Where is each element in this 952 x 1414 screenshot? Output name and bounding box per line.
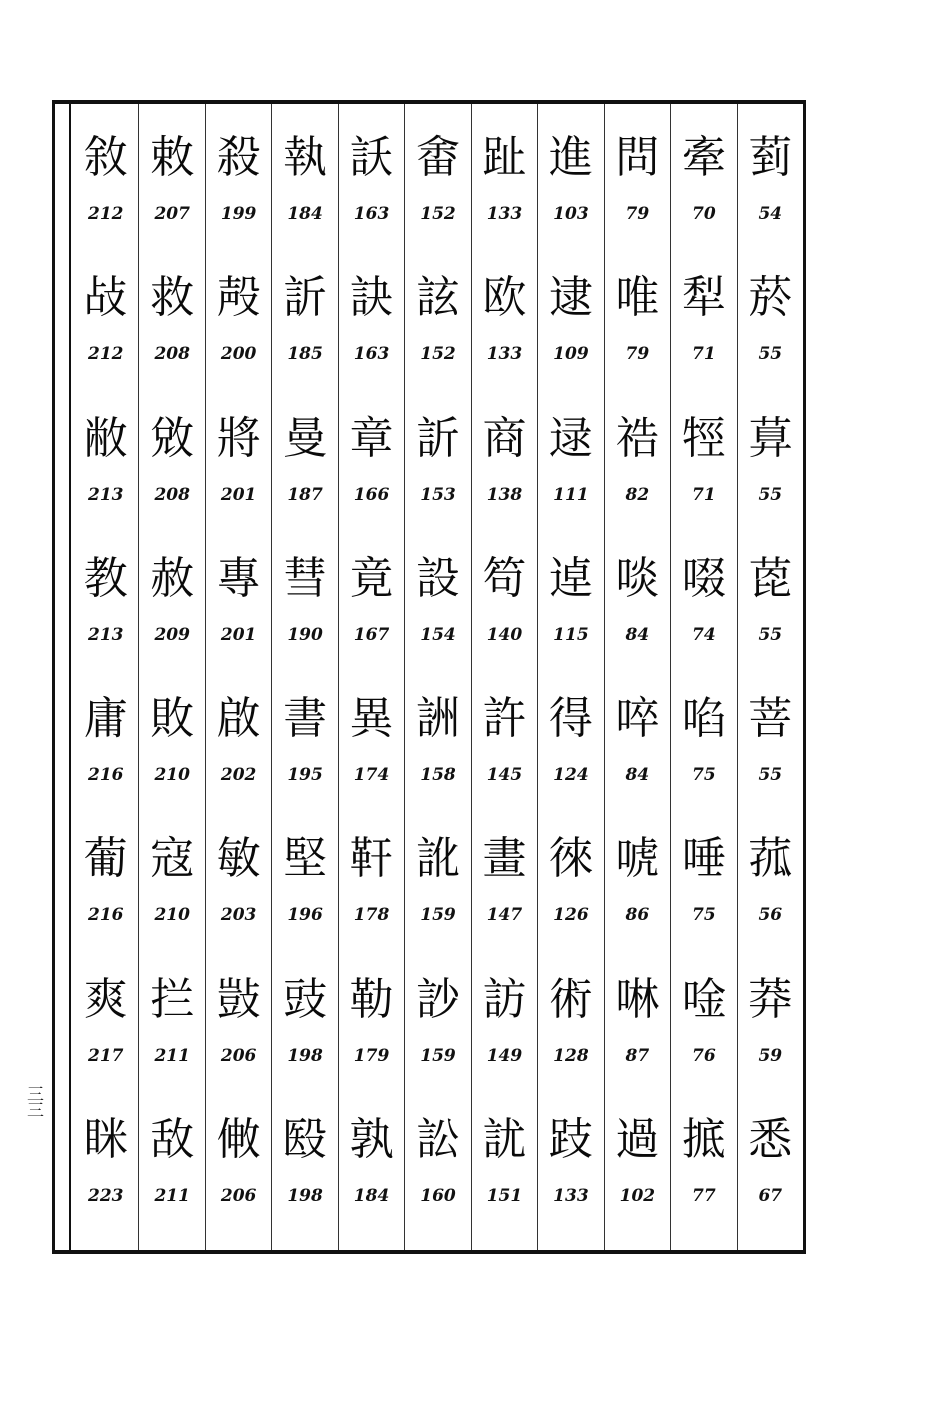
entry-character: 菩 [748, 693, 793, 744]
index-entry [206, 1110, 271, 1250]
entry-page-number: 154 [420, 624, 456, 645]
entry-page-number: 201 [220, 624, 257, 645]
index-entry [738, 268, 803, 408]
entry-character: 得 [548, 693, 593, 744]
index-entry [139, 409, 204, 549]
entry-character: 詃 [416, 272, 460, 324]
entry-page-number: 206 [220, 1045, 257, 1066]
index-column [138, 104, 204, 1250]
entry-page-number: 213 [87, 484, 124, 505]
index-entry [738, 970, 803, 1110]
page-number: 三三 [23, 1085, 43, 1117]
index-entry [538, 268, 603, 408]
index-column [338, 104, 404, 1250]
entry-page-number: 184 [287, 204, 323, 224]
index-entry [206, 128, 271, 268]
entry-page-number: 152 [420, 204, 456, 224]
index-column [205, 104, 271, 1250]
index-entry [738, 689, 803, 829]
entry-page-number: 102 [619, 1185, 656, 1206]
index-entry [538, 128, 603, 268]
index-entry [605, 1110, 670, 1250]
entry-page-number: 86 [625, 905, 650, 926]
entry-character: 術 [548, 973, 593, 1025]
index-entry [206, 829, 271, 969]
entry-page-number: 133 [553, 1185, 589, 1206]
index-entry [472, 689, 537, 829]
entry-character: 敱 [216, 973, 261, 1025]
entry-page-number: 54 [758, 204, 783, 224]
entry-character: 敕 [150, 132, 195, 183]
entry-character: 逮 [548, 272, 593, 324]
index-entry [472, 829, 537, 969]
entry-character: 將 [216, 412, 261, 464]
index-entry [605, 268, 670, 408]
index-column [537, 104, 603, 1250]
index-entry [405, 970, 470, 1110]
index-entry [139, 549, 204, 689]
index-entry [339, 689, 404, 829]
entry-page-number: 74 [691, 624, 716, 645]
entry-character: 啜 [681, 552, 726, 604]
index-table-frame [52, 100, 806, 1254]
entry-character: 庸 [83, 693, 128, 744]
entry-character: 畬 [416, 132, 460, 183]
index-entry [738, 1110, 803, 1250]
index-entry [339, 268, 404, 408]
index-entry [605, 409, 670, 549]
entry-page-number: 211 [154, 1045, 190, 1066]
entry-page-number: 211 [154, 1185, 190, 1206]
index-entry [472, 268, 537, 408]
index-entry [272, 128, 337, 268]
entry-character: 靬 [349, 833, 394, 885]
index-entry [671, 128, 736, 268]
entry-page-number: 103 [553, 204, 589, 224]
index-entry [605, 128, 670, 268]
entry-page-number: 202 [220, 765, 257, 785]
entry-page-number: 198 [287, 1185, 323, 1206]
entry-character: 牼 [681, 412, 726, 464]
index-entry [472, 970, 537, 1110]
entry-page-number: 70 [691, 204, 716, 224]
entry-page-number: 55 [758, 624, 783, 645]
entry-page-number: 138 [486, 484, 523, 505]
index-entry [538, 409, 603, 549]
entry-page-number: 133 [486, 204, 523, 224]
entry-character: 執 [283, 132, 328, 183]
index-entry [339, 829, 404, 969]
entry-page-number: 167 [353, 624, 390, 645]
index-entry [405, 829, 470, 969]
entry-page-number: 212 [87, 204, 124, 224]
index-entry [206, 689, 271, 829]
entry-page-number: 115 [553, 624, 589, 645]
index-entry [206, 549, 271, 689]
entry-character: 竟 [349, 552, 394, 604]
index-entry [73, 1110, 138, 1250]
entry-character: 欧 [482, 272, 527, 324]
entry-character: 商 [482, 412, 527, 464]
entry-character: 菰 [748, 833, 793, 885]
entry-character: 赦 [150, 552, 195, 604]
index-entry [272, 549, 337, 689]
entry-character: 笱 [482, 552, 527, 604]
index-entry [738, 409, 803, 549]
entry-page-number: 55 [758, 344, 783, 365]
entry-character: 問 [615, 132, 660, 183]
index-entry [272, 1110, 337, 1250]
entry-page-number: 67 [758, 1185, 783, 1206]
entry-character: 訟 [416, 1113, 460, 1165]
entry-page-number: 208 [154, 484, 190, 505]
entry-character: 豉 [283, 973, 328, 1025]
entry-page-number: 163 [353, 204, 390, 224]
entry-character: 啉 [615, 973, 660, 1025]
entry-character: 敓 [150, 412, 195, 464]
index-entry [671, 829, 736, 969]
index-entry [538, 1110, 603, 1250]
index-entry [671, 970, 736, 1110]
index-entry [472, 549, 537, 689]
entry-page-number: 217 [87, 1045, 124, 1066]
entry-page-number: 158 [420, 765, 456, 785]
entry-character: 訢 [283, 272, 328, 324]
index-entry [671, 268, 736, 408]
entry-character: 掋 [681, 1113, 726, 1165]
entry-character: 爽 [83, 973, 128, 1025]
entry-character: 逯 [548, 412, 593, 464]
entry-character: 趾 [482, 132, 527, 183]
entry-page-number: 206 [220, 1185, 257, 1206]
entry-character: 訬 [416, 973, 460, 1025]
entry-page-number: 210 [154, 905, 190, 926]
entry-page-number: 166 [353, 484, 390, 505]
entry-page-number: 210 [154, 765, 190, 785]
entry-page-number: 159 [420, 905, 456, 926]
entry-page-number: 133 [486, 344, 523, 365]
entry-page-number: 76 [691, 1045, 716, 1066]
entry-page-number: 174 [353, 765, 390, 785]
entry-page-number: 140 [486, 624, 523, 645]
entry-page-number: 152 [420, 344, 456, 365]
entry-page-number: 212 [87, 344, 124, 365]
entry-character: 敒 [216, 1113, 261, 1165]
entry-page-number: 195 [287, 765, 323, 785]
entry-page-number: 77 [691, 1185, 716, 1206]
index-entry [73, 268, 138, 408]
entry-page-number: 207 [154, 204, 190, 224]
entry-character: 詶 [416, 693, 460, 744]
entry-character: 啐 [615, 693, 660, 744]
entry-character: 敝 [83, 412, 128, 464]
index-entry [538, 689, 603, 829]
index-entry [139, 689, 204, 829]
entry-page-number: 151 [486, 1185, 523, 1206]
entry-page-number: 185 [287, 344, 323, 365]
index-entry [272, 829, 337, 969]
index-entry [405, 549, 470, 689]
index-entry [272, 689, 337, 829]
entry-page-number: 87 [625, 1045, 650, 1066]
entry-character: 萞 [748, 552, 793, 604]
entry-character: 異 [349, 693, 394, 744]
entry-page-number: 208 [154, 344, 190, 365]
entry-character: 專 [216, 552, 261, 604]
index-entry [538, 970, 603, 1110]
entry-character: 萛 [748, 412, 793, 464]
index-entry [272, 409, 337, 549]
index-entry [671, 689, 736, 829]
entry-page-number: 79 [625, 344, 650, 365]
entry-character: 犁 [681, 272, 726, 324]
index-entry [738, 549, 803, 689]
index-entry [139, 1110, 204, 1250]
index-column [670, 104, 736, 1250]
entry-page-number: 198 [287, 1045, 323, 1066]
entry-character: 跂 [548, 1113, 593, 1165]
index-entry [472, 128, 537, 268]
entry-character: 寇 [150, 833, 195, 885]
entry-page-number: 55 [758, 765, 783, 785]
index-entry [139, 128, 204, 268]
index-entry [73, 549, 138, 689]
index-entry [405, 1110, 470, 1250]
entry-page-number: 203 [220, 905, 257, 926]
entry-page-number: 159 [420, 1045, 456, 1066]
entry-page-number: 75 [691, 905, 716, 926]
index-entry [339, 1110, 404, 1250]
index-entry [538, 829, 603, 969]
entry-character: 葡 [83, 833, 128, 885]
index-entry [738, 829, 803, 969]
index-entry [73, 829, 138, 969]
index-column [471, 104, 537, 1250]
entry-character: 孰 [349, 1113, 394, 1165]
index-entry [605, 549, 670, 689]
index-entry [405, 689, 470, 829]
entry-page-number: 200 [220, 344, 257, 365]
index-entry [405, 128, 470, 268]
index-entry [206, 970, 271, 1110]
entry-page-number: 190 [287, 624, 323, 645]
index-column [404, 104, 470, 1250]
index-entry [206, 409, 271, 549]
entry-page-number: 71 [691, 484, 716, 505]
index-entry [472, 1110, 537, 1250]
entry-page-number: 209 [154, 624, 190, 645]
entry-page-number: 59 [758, 1045, 783, 1066]
entry-character: 過 [615, 1113, 660, 1165]
entry-character: 拦 [150, 973, 195, 1025]
entry-page-number: 84 [625, 624, 650, 645]
entry-character: 唾 [681, 833, 726, 885]
index-column [73, 104, 138, 1250]
entry-character: 殺 [216, 132, 261, 183]
entry-page-number: 84 [625, 765, 650, 785]
entry-page-number: 109 [553, 344, 589, 365]
entry-character: 祰 [615, 412, 660, 464]
index-entry [73, 128, 138, 268]
index-entry [671, 549, 736, 689]
entry-character: 堅 [283, 833, 328, 885]
entry-page-number: 153 [420, 484, 456, 505]
entry-character: 唫 [681, 973, 726, 1025]
index-entry [671, 1110, 736, 1250]
index-entry [139, 829, 204, 969]
index-entry [339, 970, 404, 1110]
entry-character: 眯 [83, 1113, 128, 1165]
entry-page-number: 71 [691, 344, 716, 365]
entry-character: 教 [83, 552, 128, 604]
entry-character: 訣 [349, 272, 394, 324]
index-entry [738, 128, 803, 268]
index-entry [139, 970, 204, 1110]
index-entry [339, 128, 404, 268]
entry-character: 許 [482, 693, 527, 744]
entry-page-number: 56 [758, 905, 783, 926]
entry-character: 殹 [283, 1113, 328, 1165]
entry-page-number: 213 [87, 624, 124, 645]
entry-character: 敗 [150, 693, 195, 744]
entry-character: 敏 [216, 833, 261, 885]
entry-character: 莽 [748, 973, 793, 1025]
entry-page-number: 179 [353, 1045, 390, 1066]
entry-character: 設 [416, 552, 460, 604]
index-entry [73, 970, 138, 1110]
entry-page-number: 199 [220, 204, 257, 224]
entry-page-number: 187 [287, 484, 323, 505]
entry-character: 書 [283, 693, 328, 744]
entry-character: 訪 [482, 973, 527, 1025]
entry-character: 訛 [416, 833, 460, 885]
entry-page-number: 124 [553, 765, 589, 785]
entry-page-number: 160 [420, 1185, 456, 1206]
index-entry [605, 689, 670, 829]
entry-page-number: 126 [553, 905, 589, 926]
entry-page-number: 196 [287, 905, 323, 926]
entry-page-number: 216 [87, 905, 124, 926]
entry-page-number: 128 [553, 1045, 589, 1066]
index-entry [472, 409, 537, 549]
entry-character: 唯 [615, 272, 660, 324]
entry-page-number: 111 [553, 484, 589, 505]
entry-character: 啖 [615, 552, 660, 604]
entry-page-number: 223 [87, 1185, 124, 1206]
entry-page-number: 184 [353, 1185, 390, 1206]
index-entry [405, 409, 470, 549]
entry-page-number: 75 [691, 765, 716, 785]
entry-character: 救 [150, 272, 195, 324]
entry-character: 訢 [416, 412, 460, 464]
entry-character: 唬 [615, 833, 660, 885]
entry-character: 畫 [482, 833, 527, 885]
index-entry [605, 829, 670, 969]
index-entry [339, 409, 404, 549]
index-column [604, 104, 670, 1250]
index-entry [73, 409, 138, 549]
entry-page-number: 79 [625, 204, 650, 224]
index-column [271, 104, 337, 1250]
entry-character: 菸 [748, 272, 793, 324]
inner-border-rule [69, 104, 71, 1250]
entry-character: 訧 [482, 1113, 527, 1165]
entry-character: 逴 [548, 552, 593, 604]
index-entry [73, 689, 138, 829]
index-entry [206, 268, 271, 408]
index-entry [605, 970, 670, 1110]
entry-character: 悉 [748, 1113, 793, 1165]
entry-character: 訞 [349, 132, 394, 183]
entry-character: 彗 [283, 552, 328, 604]
entry-character: 敘 [83, 132, 128, 183]
entry-page-number: 163 [353, 344, 390, 365]
entry-character: 殸 [216, 272, 261, 324]
entry-page-number: 216 [87, 765, 124, 785]
entry-page-number: 201 [220, 484, 257, 505]
entry-page-number: 55 [758, 484, 783, 505]
index-entry [339, 549, 404, 689]
entry-character: 徠 [548, 833, 593, 885]
index-column [737, 104, 803, 1250]
entry-character: 勒 [349, 973, 394, 1025]
index-entry [272, 268, 337, 408]
character-index-table [73, 104, 803, 1250]
entry-page-number: 149 [486, 1045, 523, 1066]
index-entry [538, 549, 603, 689]
index-entry [139, 268, 204, 408]
entry-character: 敌 [150, 1113, 195, 1165]
entry-character: 進 [548, 132, 593, 183]
entry-page-number: 82 [625, 484, 650, 505]
entry-character: 章 [349, 412, 394, 464]
index-entry [671, 409, 736, 549]
entry-character: 啟 [216, 693, 261, 744]
entry-character: 曼 [283, 412, 328, 464]
index-entry [272, 970, 337, 1110]
entry-character: 菿 [748, 132, 793, 183]
entry-character: 牽 [681, 132, 726, 183]
entry-character: 敁 [83, 272, 128, 324]
entry-character: 啗 [681, 693, 726, 744]
entry-page-number: 178 [353, 905, 390, 926]
entry-page-number: 147 [486, 905, 523, 926]
entry-page-number: 145 [486, 765, 523, 785]
index-entry [405, 268, 470, 408]
